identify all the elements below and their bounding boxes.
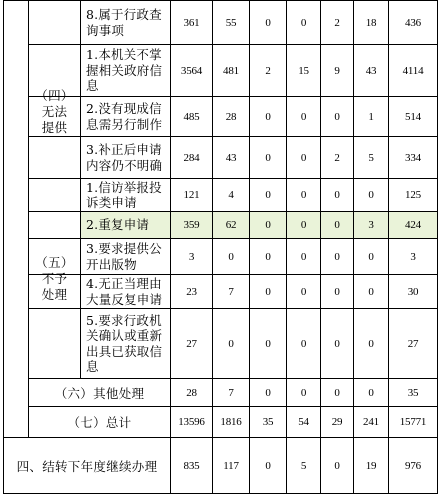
row-label: 5.要求行政机关确认或重新出具已获取信息 <box>86 312 163 374</box>
value-cell: 0 <box>334 459 340 472</box>
value-cell: 55 <box>225 16 237 29</box>
group-label-line: 提供 <box>41 119 68 135</box>
group-label-line: 处理 <box>41 286 68 302</box>
value-cell: 3564 <box>180 64 203 77</box>
value-cell: 2 <box>334 16 340 29</box>
group-label <box>29 179 80 378</box>
value-cell: 7 <box>228 285 234 298</box>
value-cell: 0 <box>300 151 307 164</box>
value-cell: 0 <box>368 250 374 263</box>
value-cell: 28 <box>225 110 237 123</box>
group-label <box>29 45 80 178</box>
value-cell: 359 <box>183 219 200 231</box>
value-cell: 15771 <box>399 416 427 428</box>
value-cell: 19 <box>365 459 377 472</box>
group-label-line: 不予 <box>41 270 68 286</box>
value-cell: 18 <box>365 16 377 29</box>
value-cell: 0 <box>334 285 340 298</box>
row-label: （七）总计 <box>67 415 132 430</box>
row-label: （六）其他处理 <box>54 385 145 401</box>
value-cell: 121 <box>183 189 200 201</box>
value-cell: 0 <box>265 459 271 472</box>
value-cell: 3 <box>368 219 374 231</box>
value-cell: 3 <box>410 250 416 263</box>
value-cell: 0 <box>368 337 374 350</box>
value-cell: 13596 <box>178 416 205 428</box>
row-label: 2.重复申请 <box>86 217 150 233</box>
value-cell: 436 <box>405 16 421 29</box>
value-cell: 0 <box>368 189 374 201</box>
value-cell: 2 <box>334 151 340 164</box>
row-label: 1.信访举报投诉类申请 <box>86 179 162 210</box>
value-cell: 0 <box>300 219 307 231</box>
value-cell: 23 <box>186 285 197 298</box>
value-cell: 0 <box>265 285 271 298</box>
value-cell: 1 <box>368 110 374 123</box>
value-cell: 0 <box>265 110 271 123</box>
value-cell: 481 <box>223 64 239 77</box>
value-cell: 0 <box>300 16 307 29</box>
value-cell: 0 <box>300 110 307 123</box>
row-label: 1.本机关不掌握相关政府信息 <box>86 47 163 94</box>
value-cell: 7 <box>228 386 234 399</box>
value-cell: 43 <box>225 151 237 164</box>
row-line <box>3 493 438 494</box>
value-cell: 125 <box>405 189 421 201</box>
value-cell: 5 <box>368 151 374 164</box>
value-cell: 0 <box>300 386 307 399</box>
table-border-left <box>3 0 4 494</box>
row-label: 2.没有现成信息需另行制作 <box>86 101 163 132</box>
value-cell: 28 <box>186 386 197 399</box>
value-cell: 43 <box>365 64 377 77</box>
row-label: 四、结转下年度继续办理 <box>16 458 158 474</box>
value-cell: 0 <box>265 16 271 29</box>
value-cell: 0 <box>265 151 271 164</box>
value-cell: 0 <box>228 250 234 263</box>
value-cell: 485 <box>183 110 200 123</box>
value-cell: 0 <box>334 219 340 231</box>
value-cell: 0 <box>265 250 271 263</box>
group-label-line: （四） <box>35 87 74 103</box>
value-cell: 1816 <box>220 416 242 428</box>
value-cell: 0 <box>334 386 340 399</box>
value-cell: 54 <box>298 416 309 428</box>
value-cell: 27 <box>407 337 419 350</box>
value-cell: 0 <box>368 285 374 298</box>
value-cell: 2 <box>265 64 271 77</box>
value-cell: 0 <box>300 250 307 263</box>
value-cell: 0 <box>265 337 271 350</box>
value-cell: 424 <box>405 219 421 231</box>
value-cell: 0 <box>265 219 271 231</box>
value-cell: 0 <box>228 337 234 350</box>
value-cell: 0 <box>334 189 340 201</box>
value-cell: 4 <box>228 189 234 201</box>
row-label: 8.属于行政查询事项 <box>86 7 162 38</box>
table-border-right <box>437 0 438 494</box>
value-cell: 27 <box>186 337 197 350</box>
value-cell: 0 <box>334 110 340 123</box>
row-label: 3.补正后申请内容仍不明确 <box>86 142 163 173</box>
group-label-line: （五） <box>35 254 74 270</box>
row-label: 4.无正当理由大量反复申请 <box>86 276 163 307</box>
value-cell: 0 <box>300 189 307 201</box>
value-cell: 3 <box>188 250 195 263</box>
value-cell: 35 <box>262 416 274 428</box>
value-cell: 35 <box>407 386 419 399</box>
value-cell: 29 <box>331 416 343 428</box>
value-cell: 0 <box>334 337 340 350</box>
value-cell: 30 <box>407 285 419 298</box>
value-cell: 514 <box>405 110 421 123</box>
value-cell: 0 <box>300 285 307 298</box>
value-cell: 9 <box>334 64 340 77</box>
value-cell: 62 <box>225 219 237 231</box>
group-label-line: 无法 <box>41 103 68 119</box>
row-label: 3.要求提供公开出版物 <box>86 241 162 272</box>
value-cell: 0 <box>334 250 340 263</box>
value-cell: 361 <box>183 16 200 29</box>
value-cell: 334 <box>405 151 421 164</box>
value-cell: 0 <box>265 189 271 201</box>
value-cell: 835 <box>183 459 200 472</box>
value-cell: 15 <box>298 64 309 77</box>
value-cell: 284 <box>183 151 200 164</box>
value-cell: 0 <box>300 337 307 350</box>
value-cell: 4114 <box>402 64 424 77</box>
value-cell: 5 <box>300 459 307 472</box>
value-cell: 117 <box>223 459 239 472</box>
value-cell: 0 <box>265 386 271 399</box>
value-cell: 241 <box>363 416 379 428</box>
value-cell: 976 <box>405 459 421 472</box>
value-cell: 0 <box>368 386 374 399</box>
